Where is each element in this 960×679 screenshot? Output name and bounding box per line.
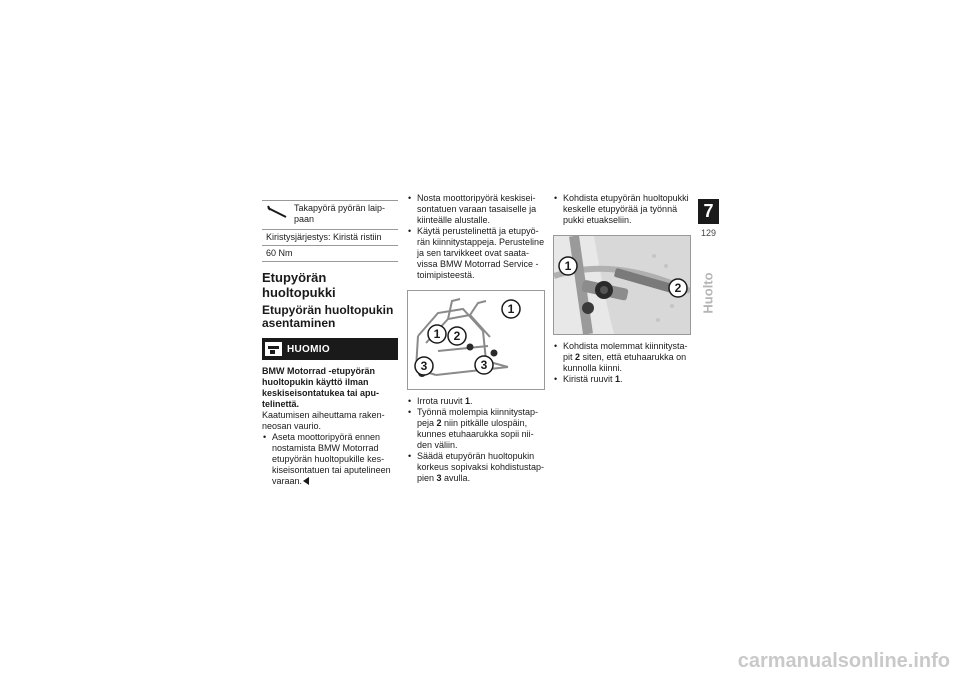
middle-column — [407, 193, 545, 484]
chapter-tab-label: Huolto — [700, 272, 716, 314]
axle-photo — [554, 236, 690, 334]
steps-list-top — [553, 193, 691, 226]
step-number: 1 — [465, 396, 471, 406]
step-text: avulla. — [441, 473, 471, 483]
figure-label: 1 — [564, 259, 572, 273]
notice-icon — [265, 342, 282, 356]
right-column — [553, 193, 691, 385]
notice-heading: BMW Motorrad -etupyörän huoltopukin käyttö ilman keskiseisontatukea tai apu-telinettä. — [262, 366, 380, 409]
steps-list-bottom — [407, 396, 545, 484]
notice-text: Kaatumisen aiheuttama raken-neosan vaurio. — [262, 410, 385, 431]
watermark: carmanualsonline.info — [737, 650, 950, 672]
figure-label: 3 — [480, 358, 488, 372]
step-text: Työnnä molempia kiinnitystap-peja — [417, 407, 539, 428]
notice-list — [262, 432, 398, 487]
section-title: Etupyörän huoltopukki — [262, 270, 336, 300]
spec-row-order: Kiristysjärjestys: Kiristä ristiin — [266, 232, 382, 242]
step-text: Kiristä ruuvit — [563, 374, 616, 384]
spec-table — [262, 200, 398, 262]
figure-label: 2 — [453, 329, 461, 343]
list-item — [553, 374, 691, 385]
list-item — [407, 451, 545, 484]
step-number: 3 — [436, 473, 442, 483]
step-text: Säädä etupyörän huoltopukin korkeus sopivaksi kohdistustap-pien — [417, 451, 545, 483]
figure-label: 1 — [433, 327, 441, 341]
axle-figure — [553, 235, 691, 335]
step-number: 1 — [615, 374, 621, 384]
figure-label: 3 — [420, 359, 428, 373]
step-text: . — [620, 374, 623, 384]
stand-illustration — [408, 291, 544, 389]
end-mark-icon — [303, 477, 309, 485]
notice-banner — [262, 338, 398, 360]
spec-title: Takapyörä pyörän laip-paan — [294, 203, 386, 224]
step-text: niin pitkälle ulospäin, kunnes etuhaarukka sopii nii-den väliin. — [417, 418, 534, 450]
notice-label: HUOMIO — [287, 343, 330, 355]
chapter-number: 7 — [698, 199, 719, 224]
steps-list-top — [407, 193, 545, 281]
list-item: • Kohdista etupyörän huoltopukki keskelle etupyörää ja työnnä pukki etuakseliin. — [553, 193, 691, 226]
step-text: siten, että etuhaarukka on kunnolla kiinni. — [563, 352, 687, 373]
step-number: 2 — [436, 418, 442, 428]
chapter-tab — [697, 268, 719, 318]
list-item — [262, 432, 398, 487]
list-item: • Nosta moottoripyörä keskisei-sontatuen varaan tasaiselle ja kiinteälle alustalle. — [407, 193, 545, 226]
step-text: Irrota ruuvit — [417, 396, 466, 406]
subsection-title: Etupyörän huoltopukin asentaminen — [262, 303, 394, 330]
list-item: • Käytä perustelinettä ja etupyö-rän kiinnitystappeja. Perusteline ja sen tarvikkeet ovat saata-vissa BMW Motorrad Service -toimipisteestä. — [407, 226, 545, 281]
left-column — [262, 200, 398, 487]
page-number: 129 — [700, 228, 717, 238]
spec-row-torque: 60 Nm — [262, 245, 398, 261]
stand-figure — [407, 290, 545, 390]
notice-bullet: Aseta moottoripyörä ennen nostamista BMW Motorrad etupyörän huoltopukille kes-kiseisontatuen tai aputelineen varaan. — [272, 432, 391, 486]
figure-label: 1 — [507, 302, 515, 316]
spec-header — [262, 201, 398, 230]
list-item — [407, 407, 545, 451]
step-number: 2 — [575, 352, 581, 362]
steps-list-bottom — [553, 341, 691, 385]
figure-label: 2 — [674, 281, 682, 295]
list-item — [553, 341, 691, 374]
wrench-icon — [266, 205, 290, 219]
step-text: Kohdista molemmat kiinnitysta-pit — [563, 341, 688, 362]
step-text: . — [470, 396, 473, 406]
list-item — [407, 396, 545, 407]
